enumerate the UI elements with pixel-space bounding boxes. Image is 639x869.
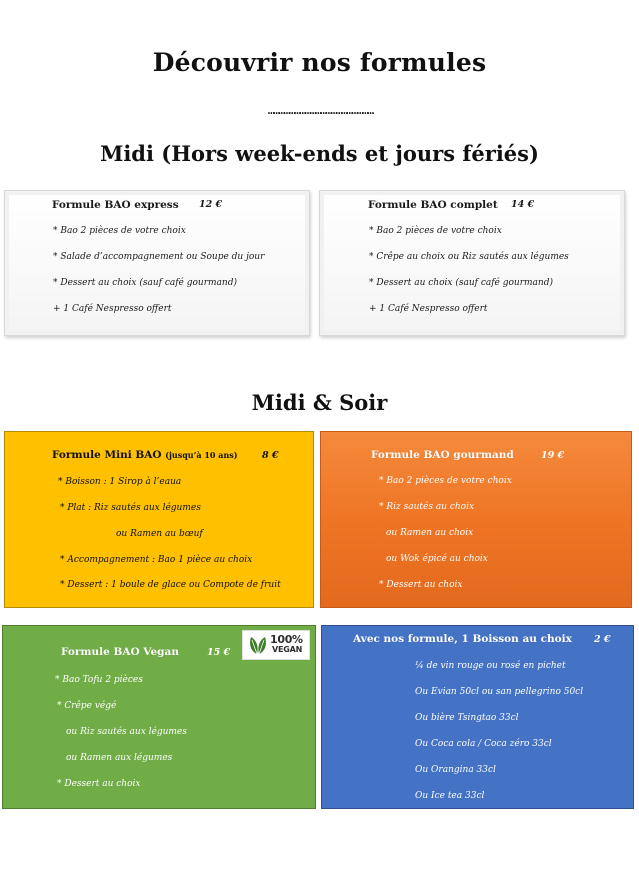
page-title: Découvrir nos formules (152, 48, 487, 77)
badge-word: VEGAN (272, 645, 303, 654)
leaf-icon (247, 634, 269, 656)
card-title: Avec nos formule, 1 Boisson au choix (353, 633, 572, 645)
list-item: Ou bière Tsingtao 33cl (415, 713, 519, 723)
list-item: * Dessert au choix (57, 779, 141, 789)
list-item: ou Ramen aux légumes (66, 753, 173, 763)
list-item: * Crêpe au choix ou Riz sautés aux légumes (369, 252, 569, 262)
dotted-separator: …………………………………………………… (267, 103, 373, 117)
card-price: 15 € (207, 647, 231, 658)
list-item: * Accompagnement : Bao 1 pièce au choix (60, 555, 253, 565)
list-item: * Dessert au choix (sauf café gourmand) (53, 278, 237, 288)
list-item: * Bao Tofu 2 pièces (55, 675, 143, 685)
card-title: Formule BAO complet (368, 199, 498, 211)
card-title: Formule Mini BAO (jusqu’à 10 ans) (52, 449, 238, 461)
list-item: * Riz sautés au choix (379, 502, 475, 512)
card-title: Formule BAO express (52, 199, 179, 211)
card-formule-mini (4, 431, 314, 608)
card-boisson (321, 625, 634, 809)
list-item: * Dessert au choix (379, 580, 463, 590)
card-price: 19 € (541, 450, 565, 461)
card-formule-vegan (2, 625, 316, 809)
card-price: 14 € (511, 199, 535, 210)
card-formule-express (4, 190, 310, 336)
card-formule-complet (319, 190, 625, 336)
list-item: * Dessert : 1 boule de glace ou Compote de fruit (60, 580, 281, 590)
list-item: * Dessert au choix (sauf café gourmand) (369, 278, 553, 288)
list-item: * Plat : Riz sautés aux légumes (60, 503, 201, 513)
list-item: Ou Coca cola / Coca zéro 33cl (415, 739, 552, 749)
section-title-midi-soir: Midi & Soir (251, 390, 388, 415)
list-item: ou Ramen au bœuf (116, 529, 203, 539)
card-price: 8 € (262, 450, 279, 461)
card-price: 2 € (594, 634, 611, 645)
card-title: Formule BAO gourmand (371, 449, 514, 461)
list-item: ¼ de vin rouge ou rosé en pichet (415, 661, 566, 671)
list-item: * Boisson : 1 Sirop à l’eaua (58, 477, 182, 487)
list-item: Ou Orangina 33cl (415, 765, 496, 775)
badge-percent: 100% (270, 633, 303, 646)
list-item: ou Ramen au choix (386, 528, 474, 538)
list-item: + 1 Café Nespresso offert (369, 304, 488, 314)
card-title: Formule BAO Vegan (61, 646, 179, 658)
list-item: ou Wok épicé au choix (386, 554, 488, 564)
list-item: * Crêpe végé (57, 701, 117, 711)
list-item: * Bao 2 pièces de votre choix (379, 476, 512, 486)
section-title-midi: Midi (Hors week-ends et jours fériés) (100, 141, 539, 166)
list-item: * Bao 2 pièces de votre choix (53, 226, 186, 236)
list-item: + 1 Café Nespresso offert (53, 304, 172, 314)
list-item: Ou Evian 50cl ou san pellegrino 50cl (415, 687, 584, 697)
card-formule-gourmand (320, 431, 632, 608)
age-note: (jusqu’à 10 ans) (165, 450, 238, 460)
card-price: 12 € (199, 199, 223, 210)
vegan-badge (242, 630, 310, 660)
list-item: * Bao 2 pièces de votre choix (369, 226, 502, 236)
list-item: Ou Ice tea 33cl (415, 791, 485, 801)
list-item: ou Riz sautés aux légumes (66, 727, 187, 737)
list-item: * Salade d’accompagnement ou Soupe du jour (53, 252, 265, 262)
